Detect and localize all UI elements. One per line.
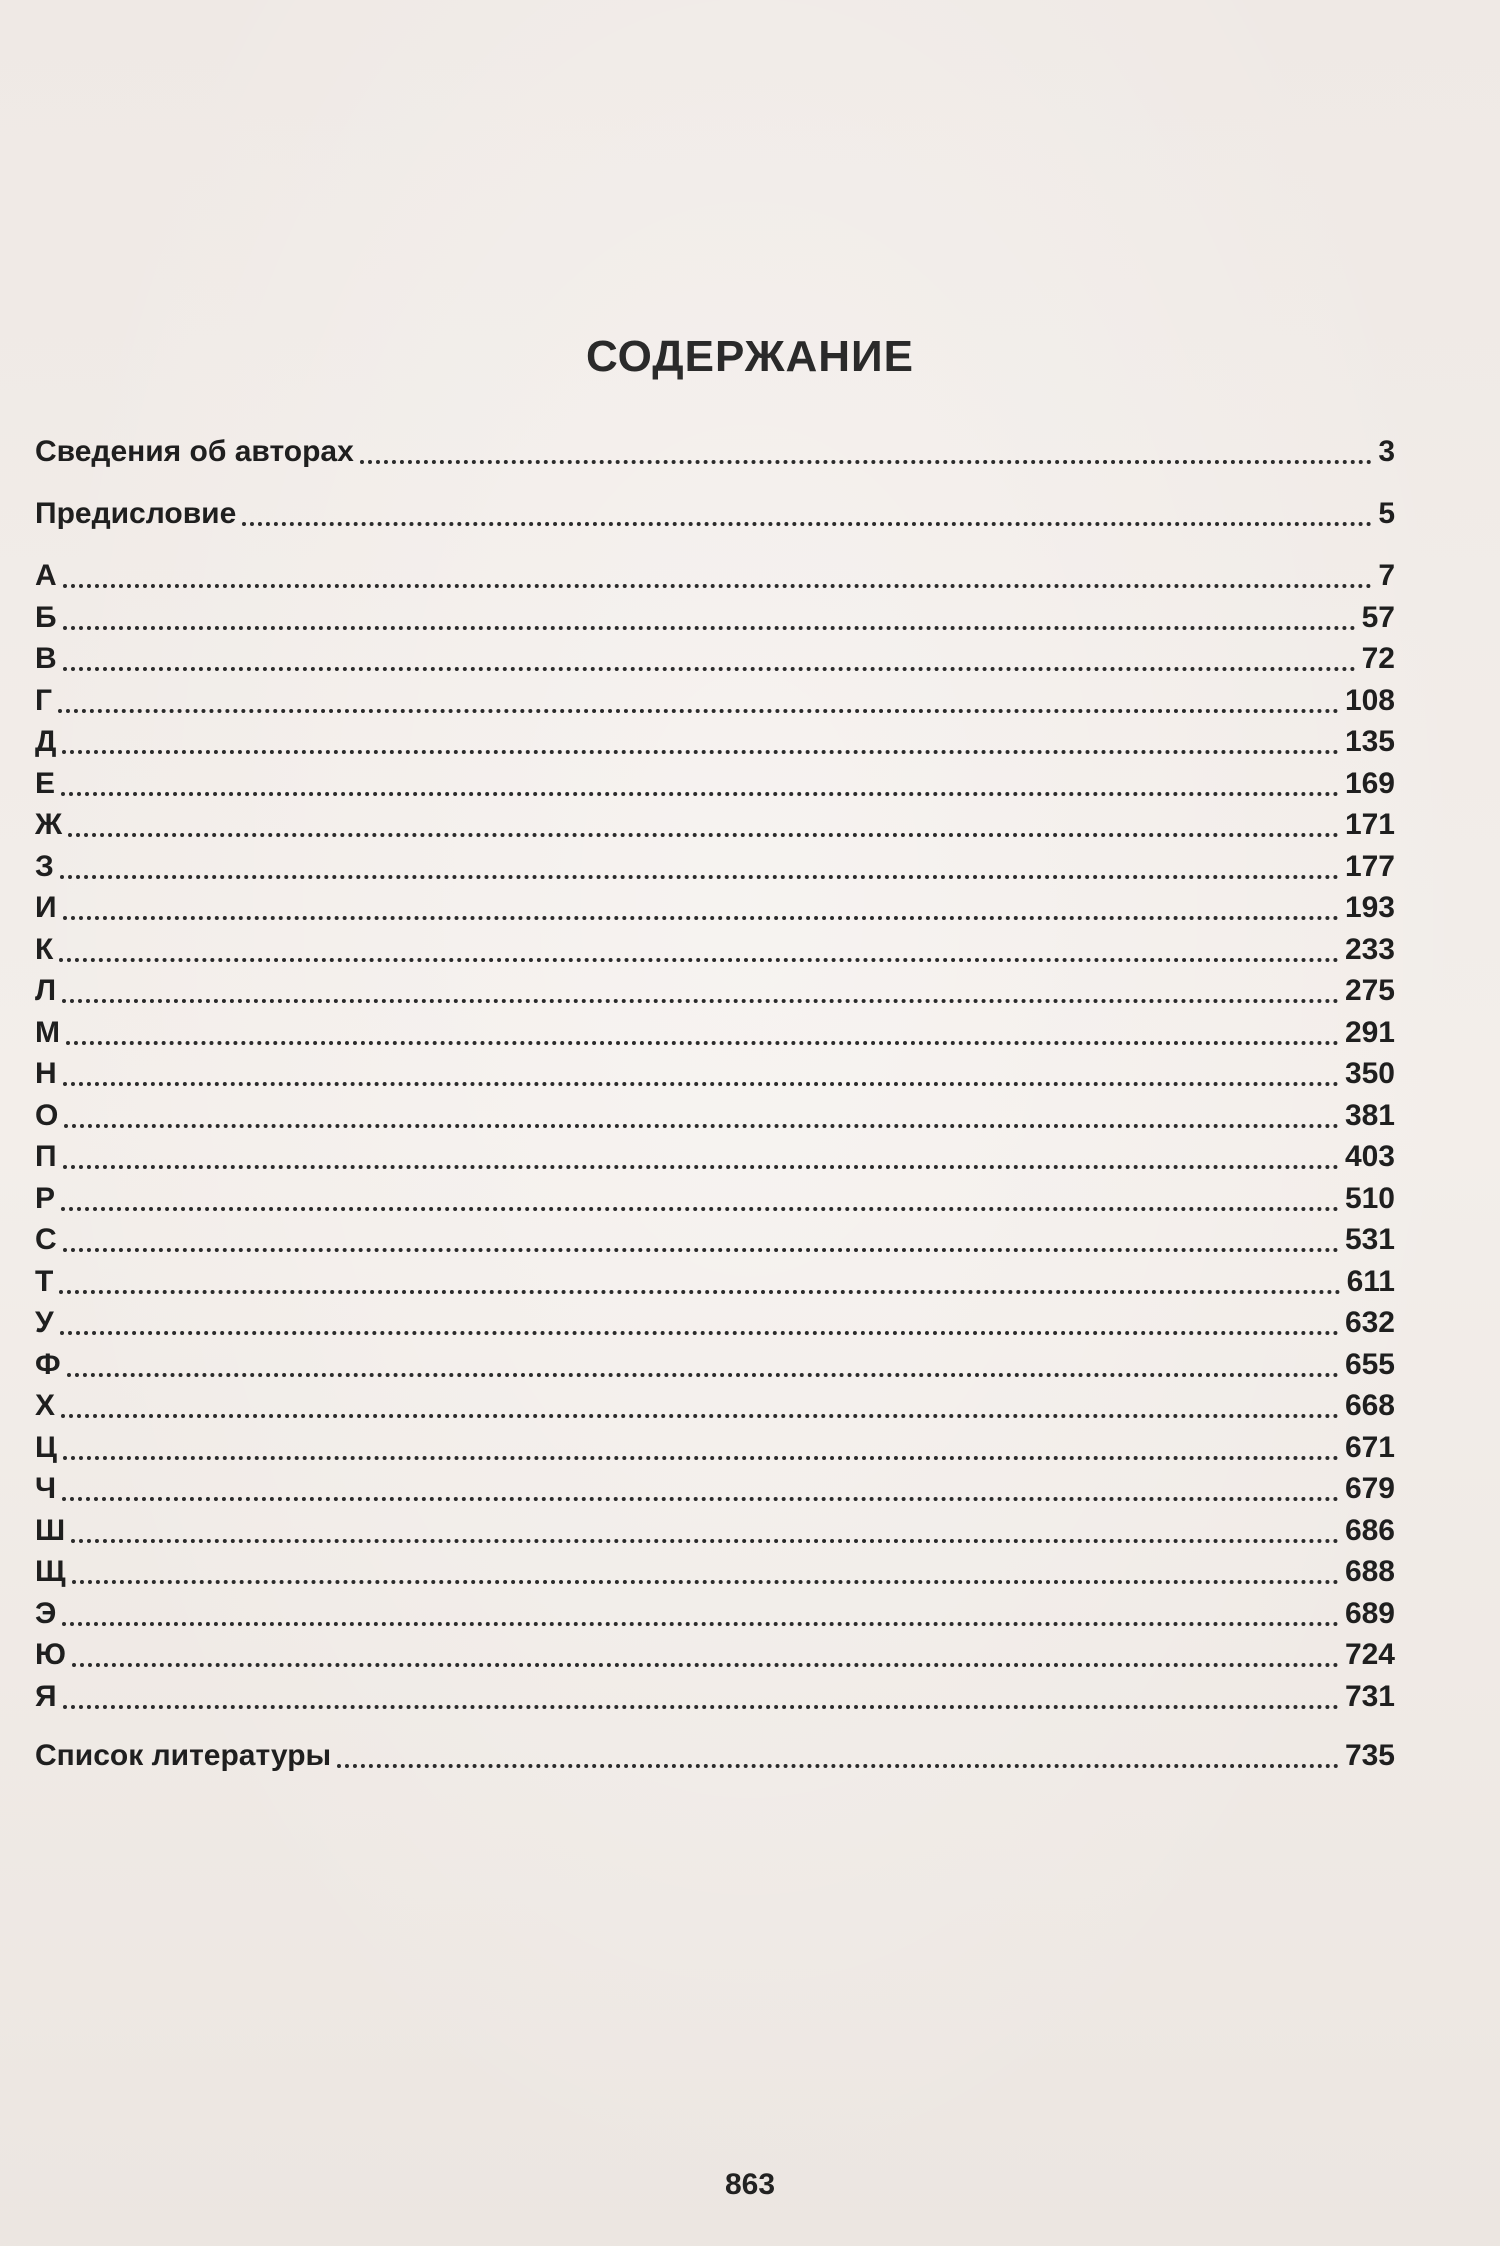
dot-leader — [61, 792, 1339, 796]
toc-entry-label: А — [35, 559, 57, 592]
toc-entry-label: Т — [35, 1264, 54, 1298]
toc-entry-page: 611 — [1346, 1264, 1395, 1298]
toc-entry-letter — [35, 930, 1395, 970]
toc-entry-letter — [35, 598, 1395, 638]
toc-entry-label: К — [35, 932, 54, 966]
dot-leader — [63, 667, 1356, 671]
toc-entry-label: Предисловие — [35, 497, 237, 530]
dot-leader — [63, 1705, 1339, 1709]
dot-leader — [66, 1041, 1339, 1045]
dot-leader — [63, 1456, 1339, 1460]
toc-entry-page: 531 — [1344, 1223, 1395, 1256]
toc-entry-page: 403 — [1344, 1140, 1395, 1173]
dot-leader — [337, 1764, 1339, 1768]
toc-entry-letter — [35, 888, 1395, 928]
toc-entry-letter — [35, 1303, 1395, 1343]
toc-entry-letter — [35, 1469, 1395, 1509]
toc-entry-label: Список литературы — [35, 1739, 332, 1772]
dot-leader — [242, 522, 1372, 526]
toc-entry-page: 135 — [1344, 725, 1395, 758]
toc-entry-page: 679 — [1344, 1472, 1395, 1505]
dot-leader — [59, 1290, 1340, 1294]
toc-entry-page: 108 — [1344, 683, 1395, 717]
toc-entry-page: 688 — [1344, 1555, 1395, 1588]
toc-entry-label: Щ — [35, 1555, 66, 1588]
dot-leader — [72, 1580, 1339, 1584]
toc-entry-label: Ш — [35, 1513, 66, 1547]
toc-entry-letter — [35, 556, 1395, 596]
toc-entry-label: Ц — [35, 1430, 57, 1464]
dot-leader — [63, 1165, 1339, 1169]
toc-entry-letter — [35, 971, 1395, 1011]
dot-leader — [62, 750, 1339, 754]
toc-entry-label: М — [35, 1015, 60, 1049]
toc-entry-page: 668 — [1344, 1389, 1395, 1422]
toc-entry-page: 57 — [1361, 600, 1395, 634]
toc-entry-page: 632 — [1344, 1306, 1395, 1339]
dot-leader — [63, 584, 1373, 588]
toc-entry-label: О — [35, 1098, 59, 1132]
toc-entry-label: Б — [35, 600, 57, 634]
toc-entry-letter — [35, 1137, 1395, 1177]
dot-leader — [68, 833, 1339, 837]
toc-entry-letter — [35, 847, 1395, 887]
toc-entry-label: Л — [35, 974, 57, 1007]
toc-entry-label: Ю — [35, 1638, 66, 1671]
toc-entry-page: 3 — [1378, 435, 1395, 468]
toc-entry-page: 689 — [1344, 1596, 1395, 1630]
toc-entry-letter — [35, 1054, 1395, 1094]
toc-entry-page: 177 — [1344, 849, 1395, 883]
toc-entry-letter — [35, 722, 1395, 762]
dot-leader — [62, 999, 1339, 1003]
toc-entry-label: Е — [35, 766, 56, 800]
toc-entry-page: 291 — [1344, 1015, 1395, 1049]
toc-entry-letter — [35, 1179, 1395, 1219]
toc-entry-label: Г — [35, 683, 53, 717]
table-of-contents — [35, 0, 1395, 2246]
toc-entry-page: 169 — [1344, 766, 1395, 800]
toc-entry-letter — [35, 1386, 1395, 1426]
toc-entry-label: Н — [35, 1057, 57, 1090]
toc-entry-label: Э — [35, 1596, 57, 1630]
dot-leader — [60, 875, 1339, 879]
toc-entry-label: С — [35, 1223, 57, 1256]
dot-leader — [58, 709, 1339, 713]
toc-entry-letter — [35, 1594, 1395, 1634]
toc-entry-preface — [35, 494, 1395, 534]
dot-leader — [59, 958, 1339, 962]
toc-entry-page: 233 — [1344, 932, 1395, 966]
toc-entry-authors — [35, 432, 1395, 472]
toc-entry-bibliography — [35, 1736, 1395, 1776]
page-number: 863 — [724, 2168, 776, 2201]
dot-leader — [61, 1207, 1339, 1211]
toc-entry-letter — [35, 1677, 1395, 1717]
toc-entry-letter — [35, 1345, 1395, 1385]
dot-leader — [360, 460, 1373, 464]
toc-entry-label: Ч — [35, 1472, 57, 1505]
toc-entry-letter — [35, 1013, 1395, 1053]
toc-entry-letter — [35, 639, 1395, 679]
dot-leader — [72, 1663, 1339, 1667]
dot-leader — [67, 1373, 1339, 1377]
toc-entry-page: 193 — [1344, 891, 1395, 924]
dot-leader — [62, 1497, 1339, 1501]
dot-leader — [63, 1082, 1339, 1086]
toc-entry-letter — [35, 764, 1395, 804]
toc-entry-label: Сведения об авторах — [35, 435, 354, 468]
page-title: СОДЕРЖАНИЕ — [585, 332, 915, 381]
dot-leader — [61, 1414, 1339, 1418]
toc-entry-label: В — [35, 642, 57, 675]
dot-leader — [63, 626, 1356, 630]
toc-entry-letter — [35, 1428, 1395, 1468]
toc-entry-label: Я — [35, 1679, 57, 1713]
toc-entry-page: 655 — [1344, 1347, 1395, 1381]
toc-entry-letter — [35, 1635, 1395, 1675]
toc-entry-letter — [35, 1096, 1395, 1136]
toc-entry-letter — [35, 1220, 1395, 1260]
toc-entry-label: Р — [35, 1181, 56, 1215]
toc-entry-page: 7 — [1378, 559, 1395, 592]
toc-entry-label: У — [35, 1306, 54, 1339]
toc-entry-label: З — [35, 849, 54, 883]
toc-entry-label: И — [35, 891, 57, 924]
toc-entry-page: 72 — [1361, 642, 1395, 675]
dot-leader — [60, 1331, 1339, 1335]
toc-entry-letter — [35, 1262, 1395, 1302]
toc-entry-label: Ф — [35, 1347, 61, 1381]
toc-entry-page: 671 — [1344, 1430, 1395, 1464]
toc-entry-page: 5 — [1378, 497, 1395, 530]
toc-entry-page: 735 — [1344, 1739, 1395, 1772]
toc-entry-page: 171 — [1344, 808, 1395, 841]
dot-leader — [64, 1124, 1339, 1128]
dot-leader — [63, 916, 1339, 920]
toc-entry-label: Ж — [35, 808, 63, 841]
toc-entry-page: 275 — [1344, 974, 1395, 1007]
toc-entry-letter — [35, 1511, 1395, 1551]
dot-leader — [63, 1248, 1339, 1252]
dot-leader — [71, 1539, 1339, 1543]
toc-entry-letter — [35, 805, 1395, 845]
toc-entry-label: П — [35, 1140, 57, 1173]
toc-entry-label: Х — [35, 1389, 56, 1422]
toc-entry-page: 350 — [1344, 1057, 1395, 1090]
toc-entry-letter — [35, 681, 1395, 721]
toc-entry-page: 724 — [1344, 1638, 1395, 1671]
toc-entry-page: 381 — [1344, 1098, 1395, 1132]
toc-entry-page: 510 — [1344, 1181, 1395, 1215]
toc-entry-letter — [35, 1552, 1395, 1592]
toc-entry-label: Д — [35, 725, 57, 758]
dot-leader — [62, 1622, 1339, 1626]
toc-entry-page: 686 — [1344, 1513, 1395, 1547]
toc-entry-page: 731 — [1344, 1679, 1395, 1713]
